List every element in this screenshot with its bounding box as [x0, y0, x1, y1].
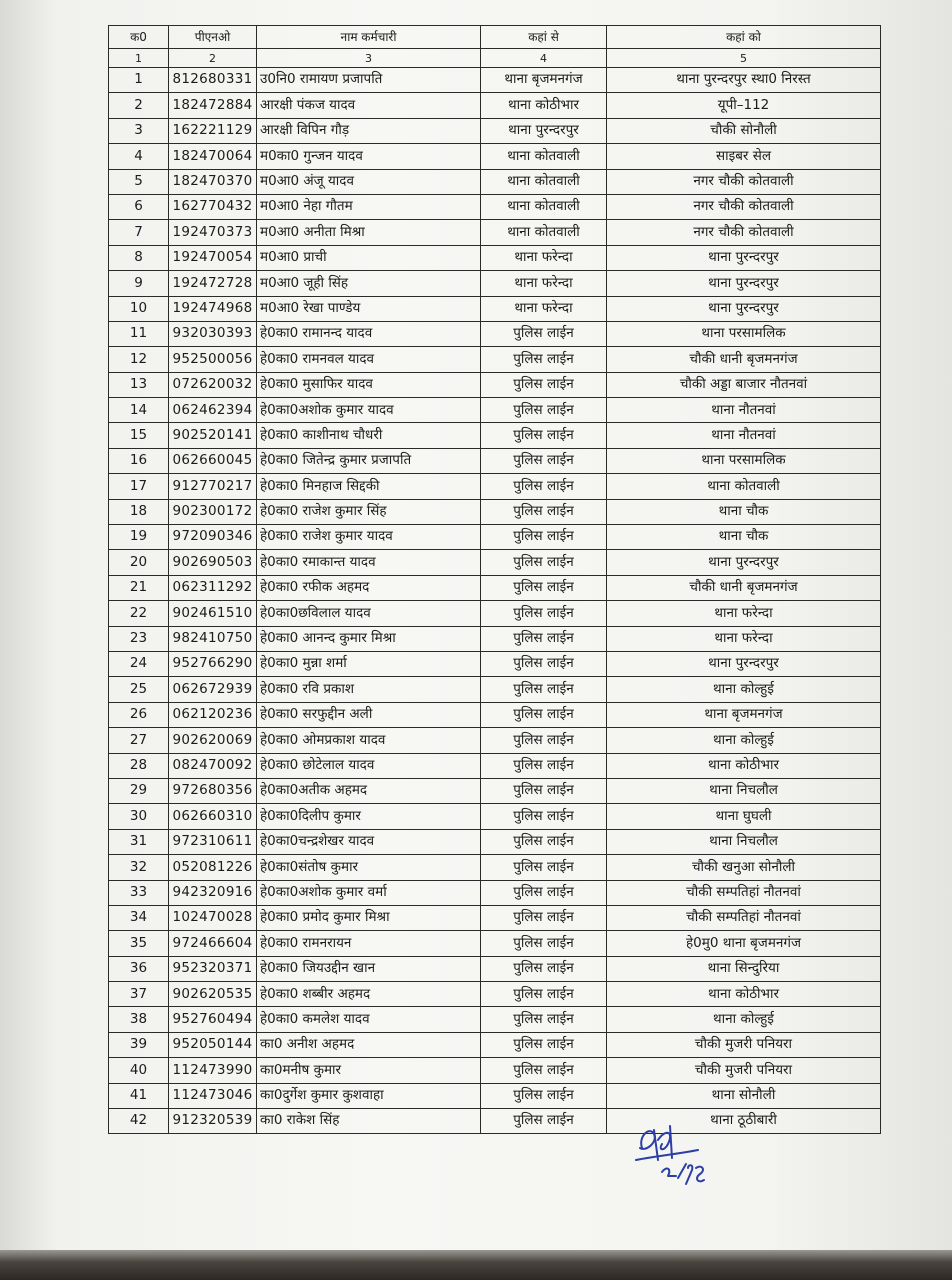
cell-employee-name: म0आ0 अनीता मिश्रा	[257, 220, 481, 245]
cell-sr: 26	[109, 702, 169, 727]
cell-pno: 062660310	[169, 804, 257, 829]
cell-employee-name: हे0का0 राजेश कुमार यादव	[257, 525, 481, 550]
cell-pno: 062672939	[169, 677, 257, 702]
cell-to: चौकी मुजरी पनियरा	[607, 1032, 881, 1057]
cell-from: थाना फरेन्दा	[481, 296, 607, 321]
cell-employee-name: उ0नि0 रामायण प्रजापति	[257, 68, 481, 93]
cell-to: थाना ठूठीबारी	[607, 1109, 881, 1134]
cell-employee-name: का0मनीष कुमार	[257, 1058, 481, 1083]
cell-pno: 182470064	[169, 144, 257, 169]
cell-from: थाना पुरन्दरपुर	[481, 118, 607, 143]
cell-employee-name: हे0का0 सरफुद्दीन अली	[257, 702, 481, 727]
header-to: कहां को	[607, 26, 881, 49]
column-number: 1	[109, 49, 169, 68]
cell-sr: 17	[109, 474, 169, 499]
table-row	[109, 68, 881, 93]
table-row	[109, 931, 881, 956]
cell-sr: 35	[109, 931, 169, 956]
cell-sr: 28	[109, 753, 169, 778]
table-row	[109, 499, 881, 524]
cell-pno: 952766290	[169, 651, 257, 676]
cell-sr: 19	[109, 525, 169, 550]
cell-pno: 182472884	[169, 93, 257, 118]
cell-employee-name: म0आ0 अंजू यादव	[257, 169, 481, 194]
cell-sr: 34	[109, 905, 169, 930]
column-number: 5	[607, 49, 881, 68]
cell-pno: 902620069	[169, 728, 257, 753]
cell-pno: 062462394	[169, 398, 257, 423]
cell-sr: 13	[109, 372, 169, 397]
cell-from: पुलिस लाईन	[481, 499, 607, 524]
cell-sr: 20	[109, 550, 169, 575]
cell-pno: 912320539	[169, 1109, 257, 1134]
cell-pno: 112473046	[169, 1083, 257, 1108]
cell-employee-name: का0 अनीश अहमद	[257, 1032, 481, 1057]
cell-from: पुलिस लाईन	[481, 651, 607, 676]
cell-employee-name: हे0का0छविलाल यादव	[257, 601, 481, 626]
table-row	[109, 804, 881, 829]
cell-to: थाना कोल्हुई	[607, 728, 881, 753]
cell-employee-name: हे0का0दिलीप कुमार	[257, 804, 481, 829]
cell-sr: 37	[109, 982, 169, 1007]
cell-from: पुलिस लाईन	[481, 1083, 607, 1108]
cell-employee-name: आरक्षी विपिन गौड़	[257, 118, 481, 143]
cell-pno: 162770432	[169, 194, 257, 219]
cell-employee-name: हे0का0 रवि प्रकाश	[257, 677, 481, 702]
cell-from: पुलिस लाईन	[481, 423, 607, 448]
cell-from: थाना कोतवाली	[481, 220, 607, 245]
cell-from: थाना कोतवाली	[481, 169, 607, 194]
cell-to: नगर चौकी कोतवाली	[607, 220, 881, 245]
cell-pno: 192470373	[169, 220, 257, 245]
cell-to: थाना फरेन्दा	[607, 601, 881, 626]
cell-sr: 31	[109, 829, 169, 854]
header-row	[109, 26, 881, 49]
cell-to: चौकी धानी बृजमनगंज	[607, 575, 881, 600]
table-row	[109, 372, 881, 397]
cell-employee-name: हे0का0 राजेश कुमार सिंह	[257, 499, 481, 524]
cell-pno: 902461510	[169, 601, 257, 626]
cell-employee-name: हे0का0चन्द्रशेखर यादव	[257, 829, 481, 854]
cell-from: पुलिस लाईन	[481, 880, 607, 905]
cell-to: थाना कोल्हुई	[607, 1007, 881, 1032]
cell-employee-name: हे0का0 रफीक अहमद	[257, 575, 481, 600]
cell-from: पुलिस लाईन	[481, 550, 607, 575]
table-row	[109, 321, 881, 346]
cell-pno: 112473990	[169, 1058, 257, 1083]
cell-sr: 27	[109, 728, 169, 753]
cell-from: पुलिस लाईन	[481, 829, 607, 854]
cell-to: थाना कोठीभार	[607, 982, 881, 1007]
cell-sr: 36	[109, 956, 169, 981]
cell-sr: 14	[109, 398, 169, 423]
cell-sr: 9	[109, 271, 169, 296]
cell-to: नगर चौकी कोतवाली	[607, 194, 881, 219]
cell-employee-name: म0का0 गुन्जन यादव	[257, 144, 481, 169]
header-sr: क0	[109, 26, 169, 49]
cell-from: पुलिस लाईन	[481, 855, 607, 880]
cell-to: चौकी सोनौली	[607, 118, 881, 143]
cell-to: यूपी–112	[607, 93, 881, 118]
table-header	[109, 26, 881, 68]
cell-to: चौकी अड्डा बाजार नौतनवां	[607, 372, 881, 397]
table-row	[109, 626, 881, 651]
cell-to: थाना नौतनवां	[607, 423, 881, 448]
cell-to: थाना फरेन्दा	[607, 626, 881, 651]
table-row	[109, 245, 881, 270]
cell-sr: 22	[109, 601, 169, 626]
cell-from: पुलिस लाईन	[481, 982, 607, 1007]
scan-bottom-edge	[0, 1250, 952, 1280]
cell-from: पुलिस लाईन	[481, 626, 607, 651]
cell-sr: 18	[109, 499, 169, 524]
cell-to: थाना कोठीभार	[607, 753, 881, 778]
cell-from: पुलिस लाईन	[481, 702, 607, 727]
column-number: 3	[257, 49, 481, 68]
cell-employee-name: हे0का0 प्रमोद कुमार मिश्रा	[257, 905, 481, 930]
cell-to: चौकी सम्पतिहां नौतनवां	[607, 905, 881, 930]
cell-to: साइबर सेल	[607, 144, 881, 169]
table-row	[109, 194, 881, 219]
cell-employee-name: आरक्षी पंकज यादव	[257, 93, 481, 118]
cell-pno: 952500056	[169, 347, 257, 372]
cell-pno: 902620535	[169, 982, 257, 1007]
transfer-roster-table	[108, 25, 881, 1134]
cell-sr: 1	[109, 68, 169, 93]
cell-employee-name: का0 राकेश सिंह	[257, 1109, 481, 1134]
cell-from: पुलिस लाईन	[481, 728, 607, 753]
column-number: 4	[481, 49, 607, 68]
cell-to: थाना पुरन्दरपुर	[607, 550, 881, 575]
cell-pno: 902300172	[169, 499, 257, 524]
table-row	[109, 347, 881, 372]
cell-from: पुलिस लाईन	[481, 753, 607, 778]
cell-employee-name: हे0का0 जियउद्दीन खान	[257, 956, 481, 981]
cell-sr: 23	[109, 626, 169, 651]
cell-sr: 3	[109, 118, 169, 143]
table-row	[109, 169, 881, 194]
cell-sr: 41	[109, 1083, 169, 1108]
cell-from: पुलिस लाईन	[481, 448, 607, 473]
cell-from: थाना फरेन्दा	[481, 245, 607, 270]
cell-pno: 182470370	[169, 169, 257, 194]
cell-from: पुलिस लाईन	[481, 321, 607, 346]
cell-employee-name: हे0का0 रमाकान्त यादव	[257, 550, 481, 575]
cell-from: पुलिस लाईन	[481, 372, 607, 397]
cell-sr: 16	[109, 448, 169, 473]
cell-to: चौकी मुजरी पनियरा	[607, 1058, 881, 1083]
table-row	[109, 525, 881, 550]
cell-pno: 942320916	[169, 880, 257, 905]
cell-from: पुलिस लाईन	[481, 601, 607, 626]
cell-from: पुलिस लाईन	[481, 956, 607, 981]
cell-pno: 812680331	[169, 68, 257, 93]
table-row	[109, 93, 881, 118]
table-row	[109, 575, 881, 600]
cell-to: थाना चौक	[607, 525, 881, 550]
cell-employee-name: हे0का0 शब्बीर अहमद	[257, 982, 481, 1007]
cell-to: थाना चौक	[607, 499, 881, 524]
cell-from: थाना कोतवाली	[481, 194, 607, 219]
cell-sr: 12	[109, 347, 169, 372]
cell-sr: 40	[109, 1058, 169, 1083]
cell-employee-name: म0आ0 प्राची	[257, 245, 481, 270]
cell-from: थाना कोठीभार	[481, 93, 607, 118]
table-row	[109, 905, 881, 930]
cell-sr: 5	[109, 169, 169, 194]
table-row	[109, 956, 881, 981]
cell-sr: 32	[109, 855, 169, 880]
cell-sr: 39	[109, 1032, 169, 1057]
cell-to: थाना पुरन्दरपुर	[607, 296, 881, 321]
cell-to: थाना घुघली	[607, 804, 881, 829]
header-name: नाम कर्मचारी	[257, 26, 481, 49]
cell-employee-name: हे0का0 ओमप्रकाश यादव	[257, 728, 481, 753]
cell-from: पुलिस लाईन	[481, 1109, 607, 1134]
cell-employee-name: म0आ0 जूही सिंह	[257, 271, 481, 296]
table-row	[109, 448, 881, 473]
cell-pno: 192474968	[169, 296, 257, 321]
table-row	[109, 1083, 881, 1108]
cell-pno: 902520141	[169, 423, 257, 448]
cell-from: पुलिस लाईन	[481, 804, 607, 829]
cell-employee-name: म0आ0 रेखा पाण्डेय	[257, 296, 481, 321]
cell-to: थाना पुरन्दरपुर	[607, 245, 881, 270]
table-row	[109, 1032, 881, 1057]
cell-sr: 21	[109, 575, 169, 600]
cell-to: थाना परसामलिक	[607, 321, 881, 346]
cell-sr: 25	[109, 677, 169, 702]
cell-from: पुलिस लाईन	[481, 931, 607, 956]
cell-sr: 4	[109, 144, 169, 169]
cell-employee-name: हे0का0अशोक कुमार वर्मा	[257, 880, 481, 905]
cell-pno: 952760494	[169, 1007, 257, 1032]
table-row	[109, 880, 881, 905]
cell-sr: 8	[109, 245, 169, 270]
cell-to: थाना बृजमनगंज	[607, 702, 881, 727]
table-row	[109, 778, 881, 803]
cell-from: पुलिस लाईन	[481, 677, 607, 702]
cell-employee-name: हे0का0संतोष कुमार	[257, 855, 481, 880]
header-pno: पीएनओ	[169, 26, 257, 49]
cell-to: थाना पुरन्दरपुर स्था0 निरस्त	[607, 68, 881, 93]
table-row	[109, 144, 881, 169]
cell-sr: 11	[109, 321, 169, 346]
cell-to: थाना पुरन्दरपुर	[607, 271, 881, 296]
table-row	[109, 550, 881, 575]
table-row	[109, 651, 881, 676]
table-row	[109, 423, 881, 448]
cell-employee-name: हे0का0अतीक अहमद	[257, 778, 481, 803]
cell-pno: 902690503	[169, 550, 257, 575]
table-row	[109, 220, 881, 245]
cell-employee-name: हे0का0 आनन्द कुमार मिश्रा	[257, 626, 481, 651]
cell-from: पुलिस लाईन	[481, 525, 607, 550]
table-body	[109, 68, 881, 1134]
column-number: 2	[169, 49, 257, 68]
cell-from: थाना कोतवाली	[481, 144, 607, 169]
cell-to: थाना निचलौल	[607, 829, 881, 854]
cell-employee-name: हे0का0 रामनरायन	[257, 931, 481, 956]
cell-pno: 062311292	[169, 575, 257, 600]
table-row	[109, 1007, 881, 1032]
cell-sr: 30	[109, 804, 169, 829]
table-row	[109, 398, 881, 423]
cell-to: थाना सिन्दुरिया	[607, 956, 881, 981]
cell-employee-name: का0दुर्गेश कुमार कुशवाहा	[257, 1083, 481, 1108]
table-row	[109, 982, 881, 1007]
cell-sr: 24	[109, 651, 169, 676]
cell-to: नगर चौकी कोतवाली	[607, 169, 881, 194]
cell-pno: 952050144	[169, 1032, 257, 1057]
cell-employee-name: हे0का0 काशीनाथ चौधरी	[257, 423, 481, 448]
cell-from: पुलिस लाईन	[481, 398, 607, 423]
cell-to: हे0मु0 थाना बृजमनगंज	[607, 931, 881, 956]
cell-sr: 15	[109, 423, 169, 448]
cell-from: पुलिस लाईन	[481, 474, 607, 499]
table-row	[109, 474, 881, 499]
cell-from: पुलिस लाईन	[481, 778, 607, 803]
cell-from: पुलिस लाईन	[481, 575, 607, 600]
cell-sr: 2	[109, 93, 169, 118]
cell-employee-name: हे0का0 मुन्ना शर्मा	[257, 651, 481, 676]
cell-sr: 33	[109, 880, 169, 905]
cell-from: थाना फरेन्दा	[481, 271, 607, 296]
cell-employee-name: हे0का0 रामानन्द यादव	[257, 321, 481, 346]
cell-employee-name: हे0का0 जितेन्द्र कुमार प्रजापति	[257, 448, 481, 473]
cell-employee-name: हे0का0 रामनवल यादव	[257, 347, 481, 372]
cell-from: पुलिस लाईन	[481, 347, 607, 372]
cell-employee-name: हे0का0 मुसाफिर यादव	[257, 372, 481, 397]
cell-from: पुलिस लाईन	[481, 905, 607, 930]
table-row	[109, 601, 881, 626]
column-number-row	[109, 49, 881, 68]
cell-employee-name: हे0का0अशोक कुमार यादव	[257, 398, 481, 423]
cell-sr: 7	[109, 220, 169, 245]
cell-from: पुलिस लाईन	[481, 1058, 607, 1083]
cell-pno: 972090346	[169, 525, 257, 550]
table-row	[109, 728, 881, 753]
cell-pno: 192472728	[169, 271, 257, 296]
table-row	[109, 702, 881, 727]
cell-employee-name: हे0का0 कमलेश यादव	[257, 1007, 481, 1032]
table-row	[109, 1109, 881, 1134]
cell-from: थाना बृजमनगंज	[481, 68, 607, 93]
cell-employee-name: हे0का0 छोटेलाल यादव	[257, 753, 481, 778]
cell-from: पुलिस लाईन	[481, 1032, 607, 1057]
handwritten-signature-icon	[628, 1118, 720, 1190]
cell-employee-name: म0आ0 नेहा गौतम	[257, 194, 481, 219]
cell-employee-name: हे0का0 मिनहाज सिद्दकी	[257, 474, 481, 499]
table-row	[109, 1058, 881, 1083]
cell-pno: 062660045	[169, 448, 257, 473]
cell-pno: 982410750	[169, 626, 257, 651]
cell-pno: 972680356	[169, 778, 257, 803]
cell-sr: 38	[109, 1007, 169, 1032]
table-row	[109, 296, 881, 321]
header-from: कहां से	[481, 26, 607, 49]
cell-to: चौकी सम्पतिहां नौतनवां	[607, 880, 881, 905]
table-row	[109, 271, 881, 296]
cell-sr: 6	[109, 194, 169, 219]
cell-pno: 082470092	[169, 753, 257, 778]
cell-sr: 29	[109, 778, 169, 803]
cell-pno: 912770217	[169, 474, 257, 499]
cell-to: थाना निचलौल	[607, 778, 881, 803]
cell-pno: 952320371	[169, 956, 257, 981]
cell-from: पुलिस लाईन	[481, 1007, 607, 1032]
cell-to: थाना परसामलिक	[607, 448, 881, 473]
cell-to: थाना कोल्हुई	[607, 677, 881, 702]
cell-to: चौकी खनुआ सोनौली	[607, 855, 881, 880]
cell-to: थाना सोनौली	[607, 1083, 881, 1108]
cell-pno: 062120236	[169, 702, 257, 727]
cell-to: चौकी धानी बृजमनगंज	[607, 347, 881, 372]
cell-pno: 972466604	[169, 931, 257, 956]
cell-pno: 052081226	[169, 855, 257, 880]
cell-to: थाना पुरन्दरपुर	[607, 651, 881, 676]
table-row	[109, 829, 881, 854]
cell-pno: 972310611	[169, 829, 257, 854]
cell-pno: 932030393	[169, 321, 257, 346]
cell-pno: 192470054	[169, 245, 257, 270]
cell-pno: 102470028	[169, 905, 257, 930]
table-row	[109, 118, 881, 143]
table-row	[109, 753, 881, 778]
cell-pno: 072620032	[169, 372, 257, 397]
table-row	[109, 855, 881, 880]
cell-pno: 162221129	[169, 118, 257, 143]
cell-sr: 10	[109, 296, 169, 321]
cell-to: थाना कोतवाली	[607, 474, 881, 499]
cell-sr: 42	[109, 1109, 169, 1134]
table-row	[109, 677, 881, 702]
cell-to: थाना नौतनवां	[607, 398, 881, 423]
